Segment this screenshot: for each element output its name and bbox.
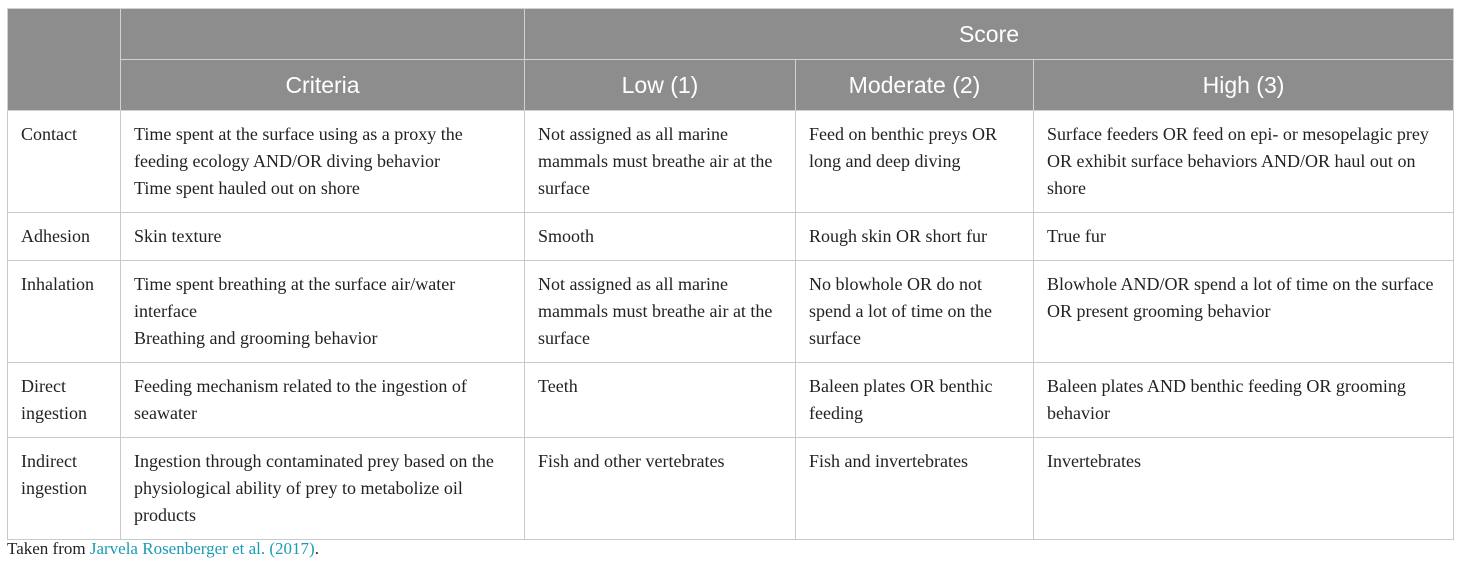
cell-low (525, 261, 796, 363)
caption-prefix: Taken from (7, 539, 90, 558)
cell-high (1034, 213, 1454, 261)
cell-criteria (121, 438, 525, 540)
header-row-score (8, 9, 1454, 60)
scoring-table (7, 8, 1454, 540)
cell-high (1034, 111, 1454, 213)
high-text: Blowhole AND/OR spend a lot of time on the surface OR present grooming behavior (1047, 274, 1434, 321)
header-row-levels (8, 60, 1454, 111)
cell-high (1034, 261, 1454, 363)
low-text: Not assigned as all marine mammals must breathe air at the surface (538, 124, 773, 198)
criteria-text: Breathing and grooming behavior (134, 328, 378, 348)
caption-suffix: . (314, 539, 319, 558)
cell-category (8, 438, 121, 540)
citation-link[interactable]: Jarvela Rosenberger et al. (2017) (89, 539, 315, 558)
table-row (8, 363, 1454, 438)
category-text: Inhalation (21, 274, 94, 294)
low-text: Teeth (538, 376, 578, 396)
cell-category (8, 261, 121, 363)
cell-high (1034, 438, 1454, 540)
table-row (8, 213, 1454, 261)
header-criteria: Criteria (121, 60, 525, 111)
low-text: Fish and other vertebrates (538, 451, 725, 471)
cell-criteria (121, 213, 525, 261)
category-text: Contact (21, 124, 77, 144)
category-text: Direct ingestion (21, 376, 87, 423)
cell-low (525, 438, 796, 540)
cell-criteria (121, 363, 525, 438)
cell-category (8, 213, 121, 261)
table-body (8, 111, 1454, 540)
low-text: Not assigned as all marine mammals must breathe air at the surface (538, 274, 773, 348)
header-empty-criteria-top (121, 9, 525, 60)
cell-criteria (121, 111, 525, 213)
moderate-text: Baleen plates OR benthic feeding (809, 376, 993, 423)
cell-criteria (121, 261, 525, 363)
criteria-text: Time spent breathing at the surface air/water interface (134, 274, 456, 321)
cell-category (8, 363, 121, 438)
criteria-text: Skin texture (134, 226, 222, 246)
table-container (7, 8, 1453, 540)
cell-low (525, 213, 796, 261)
cell-moderate (796, 261, 1034, 363)
criteria-text: Time spent hauled out on shore (134, 178, 360, 198)
cell-low (525, 363, 796, 438)
cell-category (8, 111, 121, 213)
cell-low (525, 111, 796, 213)
high-text: Surface feeders OR feed on epi- or mesopelagic prey OR exhibit surface behaviors AND/OR haul out on shore (1047, 124, 1429, 198)
moderate-text: Feed on benthic preys OR long and deep diving (809, 124, 997, 171)
category-text: Adhesion (21, 226, 90, 246)
criteria-text: Ingestion through contaminated prey based on the physiological ability of prey to metabolize oil products (134, 451, 494, 525)
header-empty-corner (8, 9, 121, 111)
cell-moderate (796, 213, 1034, 261)
header-high: High (3) (1034, 60, 1454, 111)
cell-moderate (796, 363, 1034, 438)
category-text: Indirect ingestion (21, 451, 87, 498)
table-caption (7, 539, 319, 559)
header-low: Low (1) (525, 60, 796, 111)
low-text: Smooth (538, 226, 595, 246)
high-text: True fur (1047, 226, 1106, 246)
moderate-text: Rough skin OR short fur (809, 226, 988, 246)
high-text: Baleen plates AND benthic feeding OR grooming behavior (1047, 376, 1406, 423)
header-moderate: Moderate (2) (796, 60, 1034, 111)
table-row (8, 261, 1454, 363)
criteria-text: Feeding mechanism related to the ingestion of seawater (134, 376, 467, 423)
table-row (8, 111, 1454, 213)
table-row (8, 438, 1454, 540)
criteria-text: Time spent at the surface using as a proxy the feeding ecology AND/OR diving behavior (134, 124, 463, 171)
cell-moderate (796, 111, 1034, 213)
header-score: Score (525, 9, 1454, 60)
moderate-text: No blowhole OR do not spend a lot of time on the surface (809, 274, 992, 348)
high-text: Invertebrates (1047, 451, 1141, 471)
cell-moderate (796, 438, 1034, 540)
cell-high (1034, 363, 1454, 438)
moderate-text: Fish and invertebrates (809, 451, 968, 471)
